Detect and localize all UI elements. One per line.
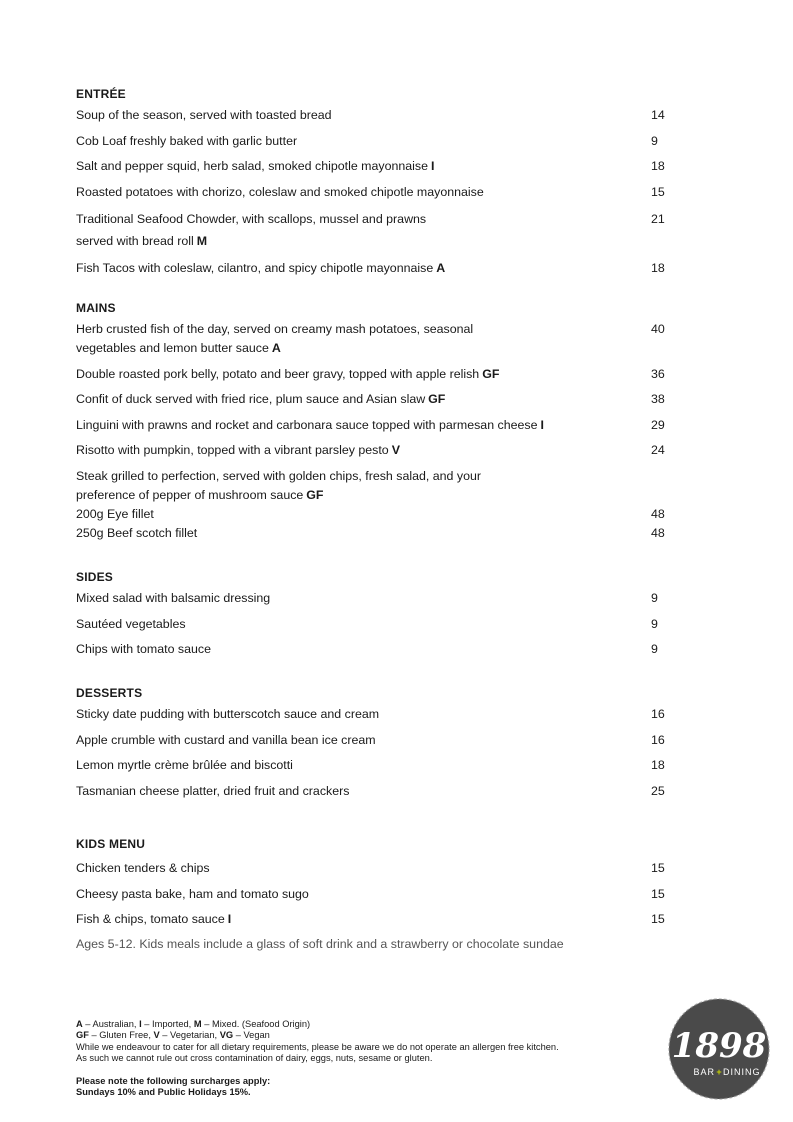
menu-item — [76, 615, 676, 634]
diet-legend: GF – Gluten Free, V – Vegetarian, VG – Vegan — [76, 1030, 270, 1041]
menu-item — [76, 885, 676, 904]
item-price: 40 — [651, 322, 665, 336]
menu-item — [76, 640, 676, 659]
item-name-cont: vegetables and lemon butter sauce — [76, 341, 269, 355]
item-name-cont: served with bread roll — [76, 234, 194, 248]
item-name: Mixed salad with balsamic dressing — [76, 591, 271, 605]
item-name: Traditional Seafood Chowder, with scallops, mussel and prawns — [76, 212, 427, 226]
item-name-cont: preference of pepper of mushroom sauce — [76, 487, 304, 502]
section-heading: ENTRÉE — [76, 87, 126, 101]
item-name: Salt and pepper squid, herb salad, smoked chipotle mayonnaise — [76, 159, 428, 173]
section-heading: SIDES — [76, 570, 114, 584]
item-price: 9 — [651, 642, 658, 656]
item-name: Fish & chips, tomato sauce — [76, 912, 225, 926]
surcharge-rates: Sundays 10% and Public Holidays 15%. — [76, 1087, 251, 1098]
item-name: Tasmanian cheese platter, dried fruit and crackers — [76, 783, 350, 798]
menu-item — [76, 910, 676, 929]
sides-section — [76, 569, 676, 659]
item-name: Risotto with pumpkin, topped with a vibrant parsley pesto — [76, 443, 389, 457]
menu-item — [76, 756, 676, 775]
item-price: 9 — [651, 591, 658, 605]
dietary-tag: GF — [428, 392, 446, 406]
allergen-notice: While we endeavour to cater for all dietary requirements, please be aware we do not operate an allergen free kitchen. — [76, 1041, 559, 1052]
kids-note: Ages 5-12. Kids meals include a glass of soft drink and a strawberry or chocolate sundae — [76, 937, 564, 951]
logo-number: 1898 — [671, 1026, 767, 1066]
menu-item — [76, 416, 676, 435]
menu-item — [76, 731, 676, 750]
item-price: 15 — [651, 861, 665, 875]
origin-tag: I — [227, 912, 232, 926]
item-price: 48 — [651, 506, 665, 521]
item-price: 15 — [651, 886, 665, 901]
menu-item — [76, 259, 676, 278]
item-price: 29 — [651, 417, 665, 432]
origin-tag: A — [436, 260, 446, 275]
menu-item — [76, 132, 676, 151]
item-price: 18 — [651, 758, 665, 772]
menu-item — [76, 441, 676, 460]
item-name: Chips with tomato sauce — [76, 642, 211, 656]
menu-item — [76, 320, 676, 358]
menu-item — [76, 390, 676, 409]
item-name: Confit of duck served with fried rice, plum sauce and Asian slaw — [76, 392, 426, 406]
origin-tag: I — [430, 159, 435, 173]
surcharge-title: Please note the following surcharges apply: — [76, 1076, 271, 1086]
item-name: Lemon myrtle crème brûlée and biscotti — [76, 758, 293, 772]
menu-item — [76, 208, 676, 252]
dietary-tag: GF — [306, 487, 324, 502]
restaurant-logo — [667, 997, 771, 1101]
origin-tag: M — [196, 234, 208, 248]
origin-tag: A — [271, 341, 281, 355]
item-name: Steak grilled to perfection, served with golden chips, fresh salad, and your — [76, 468, 481, 483]
menu-item — [76, 782, 676, 801]
menu-item — [76, 365, 676, 384]
item-price: 36 — [651, 366, 665, 381]
item-name: Roasted potatoes with chorizo, coleslaw and smoked chipotle mayonnaise — [76, 184, 484, 199]
item-price: 18 — [651, 260, 665, 275]
item-price: 16 — [651, 732, 665, 747]
logo-plus: + — [716, 1067, 722, 1077]
item-price: 15 — [651, 912, 665, 926]
menu-item — [76, 705, 676, 724]
item-price: 14 — [651, 108, 665, 122]
origin-tag: I — [540, 417, 544, 432]
item-price: 25 — [651, 783, 665, 798]
item-price: 48 — [651, 525, 665, 540]
logo-dining: DINING — [723, 1067, 761, 1077]
item-price: 9 — [651, 616, 658, 631]
menu-item — [76, 467, 676, 505]
item-price: 9 — [651, 133, 658, 148]
allergen-notice-cont: As such we cannot rule out cross contamination of dairy, eggs, nuts, sesame or gluten. — [76, 1053, 433, 1064]
item-name: Herb crusted fish of the day, served on creamy mash potatoes, seasonal — [76, 322, 474, 336]
item-price: 24 — [651, 443, 665, 457]
item-name: Apple crumble with custard and vanilla bean ice cream — [76, 732, 376, 747]
menu-item — [76, 106, 676, 125]
item-name: Sticky date pudding with butterscotch sauce and cream — [76, 707, 380, 721]
item-name: Cheesy pasta bake, ham and tomato sugo — [76, 886, 309, 901]
section-heading: DESSERTS — [76, 686, 143, 700]
item-name: Cob Loaf freshly baked with garlic butter — [76, 133, 298, 148]
dietary-tag: GF — [482, 366, 500, 381]
kids-section — [76, 836, 676, 954]
item-name: 200g Eye fillet — [76, 506, 154, 521]
item-price: 15 — [651, 184, 665, 199]
mains-section — [76, 300, 676, 543]
steak-option — [76, 524, 676, 543]
section-heading: MAINS — [76, 301, 116, 315]
menu-item — [76, 183, 676, 202]
item-price: 38 — [651, 392, 665, 406]
item-name: Double roasted pork belly, potato and beer gravy, topped with apple relish — [76, 366, 480, 381]
steak-option — [76, 505, 676, 524]
origin-legend: A – Australian, I – Imported, M – Mixed. (Seafood Origin) — [76, 1019, 311, 1029]
dietary-legend — [76, 1019, 666, 1065]
menu-item — [76, 157, 676, 176]
item-price: 16 — [651, 707, 665, 721]
section-heading: KIDS MENU — [76, 837, 146, 851]
item-name: Sautéed vegetables — [76, 616, 186, 631]
item-price: 18 — [651, 159, 665, 173]
item-name: Chicken tenders & chips — [76, 861, 210, 875]
item-name: Linguini with prawns and rocket and carbonara sauce topped with parmesan cheese — [76, 417, 538, 432]
item-name: Soup of the season, served with toasted bread — [76, 108, 332, 122]
entree-section — [76, 86, 676, 278]
dietary-tag: V — [391, 443, 400, 457]
item-name: 250g Beef scotch fillet — [76, 525, 198, 540]
surcharge-notice — [76, 1076, 270, 1099]
menu-item — [76, 859, 676, 878]
logo-bar: BAR — [693, 1067, 715, 1077]
item-price: 21 — [651, 212, 665, 226]
menu-item — [76, 589, 676, 608]
item-name: Fish Tacos with coleslaw, cilantro, and spicy chipotle mayonnaise — [76, 260, 434, 275]
desserts-section — [76, 685, 676, 801]
